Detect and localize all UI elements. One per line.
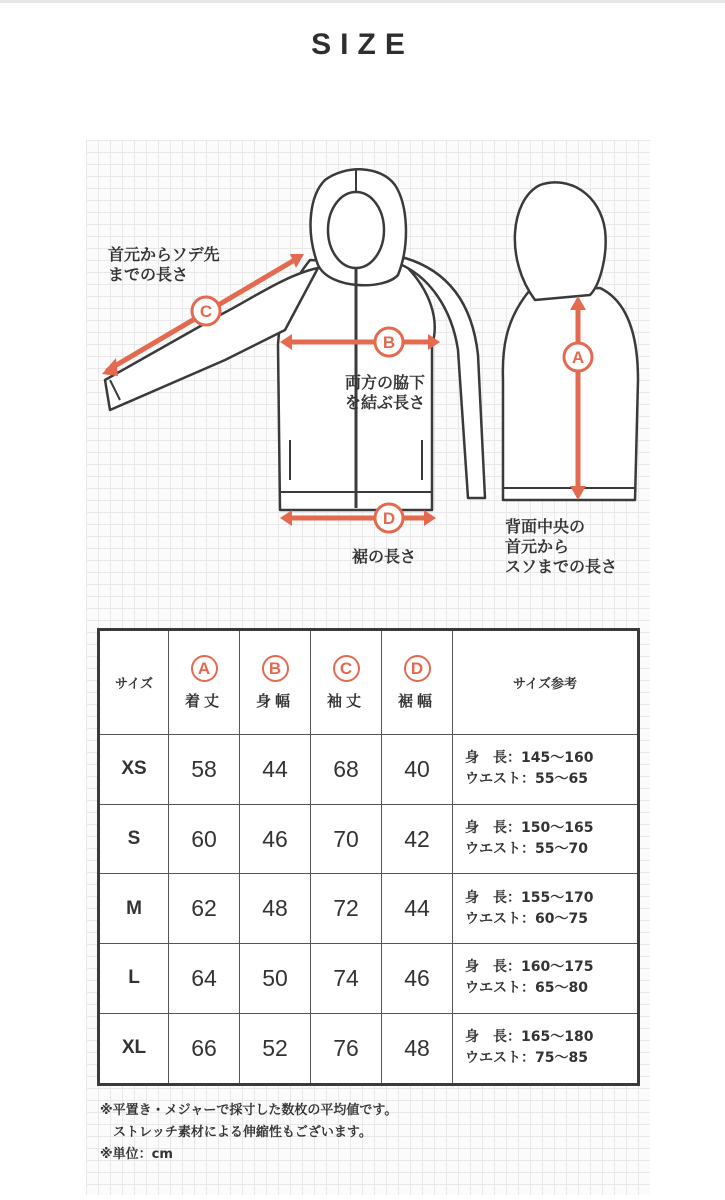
svg-text:C: C	[199, 302, 213, 321]
table-row	[99, 735, 639, 805]
value-d: 42	[382, 804, 453, 874]
size-cell: XL	[99, 1013, 169, 1084]
ref-cell: 身 長：145～160 ウエスト：55～65	[453, 735, 639, 805]
size-cell: M	[99, 874, 169, 944]
header-col-d: D 裾幅	[382, 630, 453, 735]
value-b: 50	[240, 944, 311, 1014]
marker-b	[375, 328, 403, 356]
notes	[100, 1100, 397, 1166]
note-line-1: ※平置き・メジャーで採寸した数枚の平均値です。	[100, 1103, 398, 1118]
ref-cell: 身 長：155～170 ウエスト：60～75	[453, 874, 639, 944]
value-d: 48	[382, 1013, 453, 1084]
value-a: 58	[169, 735, 240, 805]
note-line-2: ストレッチ素材による伸縮性もございます。	[100, 1125, 372, 1140]
table-header-row	[99, 630, 639, 735]
note-line-3: ※単位：cm	[100, 1147, 173, 1162]
table-row	[99, 874, 639, 944]
page-title: SIZE	[311, 28, 414, 61]
value-a: 64	[169, 944, 240, 1014]
table-row	[99, 1013, 639, 1084]
value-d: 44	[382, 874, 453, 944]
svg-text:B: B	[382, 333, 396, 352]
marker-d	[375, 504, 403, 532]
label-hem-width: 裾の長さ	[352, 547, 417, 566]
header-size: サイズ	[99, 630, 169, 735]
value-b: 52	[240, 1013, 311, 1084]
value-c: 72	[311, 874, 382, 944]
table-row	[99, 944, 639, 1014]
back-hood-shape	[515, 182, 606, 300]
label-chest-width: 両方の脇下 を結ぶ長さ	[345, 373, 426, 412]
marker-a	[564, 343, 592, 371]
ref-cell: 身 長：160～175 ウエスト：65～80	[453, 944, 639, 1014]
value-c: 70	[311, 804, 382, 874]
value-a: 66	[169, 1013, 240, 1084]
hood-opening-shape	[328, 192, 384, 268]
header-col-a: A 着丈	[169, 630, 240, 735]
header-col-b: B 身幅	[240, 630, 311, 735]
ref-cell: 身 長：150～165 ウエスト：55～70	[453, 804, 639, 874]
value-a: 60	[169, 804, 240, 874]
size-cell: L	[99, 944, 169, 1014]
value-c: 76	[311, 1013, 382, 1084]
value-c: 74	[311, 944, 382, 1014]
svg-text:A: A	[571, 348, 585, 367]
value-b: 48	[240, 874, 311, 944]
table-row	[99, 804, 639, 874]
size-table	[97, 628, 640, 1086]
label-sleeve-length: 首元からソデ先 までの長さ	[108, 245, 220, 284]
value-d: 40	[382, 735, 453, 805]
label-body-length: 背面中央の 首元から スソまでの長さ	[505, 517, 618, 576]
value-d: 46	[382, 944, 453, 1014]
marker-c	[192, 297, 220, 325]
value-a: 62	[169, 874, 240, 944]
back-body-shape	[503, 288, 638, 500]
ref-cell: 身 長：165～180 ウエスト：75～85	[453, 1013, 639, 1084]
value-b: 44	[240, 735, 311, 805]
value-b: 46	[240, 804, 311, 874]
header-ref: サイズ参考	[453, 630, 639, 735]
header-col-c: C 袖丈	[311, 630, 382, 735]
size-cell: XS	[99, 735, 169, 805]
size-cell: S	[99, 804, 169, 874]
value-c: 68	[311, 735, 382, 805]
svg-text:D: D	[382, 509, 396, 528]
